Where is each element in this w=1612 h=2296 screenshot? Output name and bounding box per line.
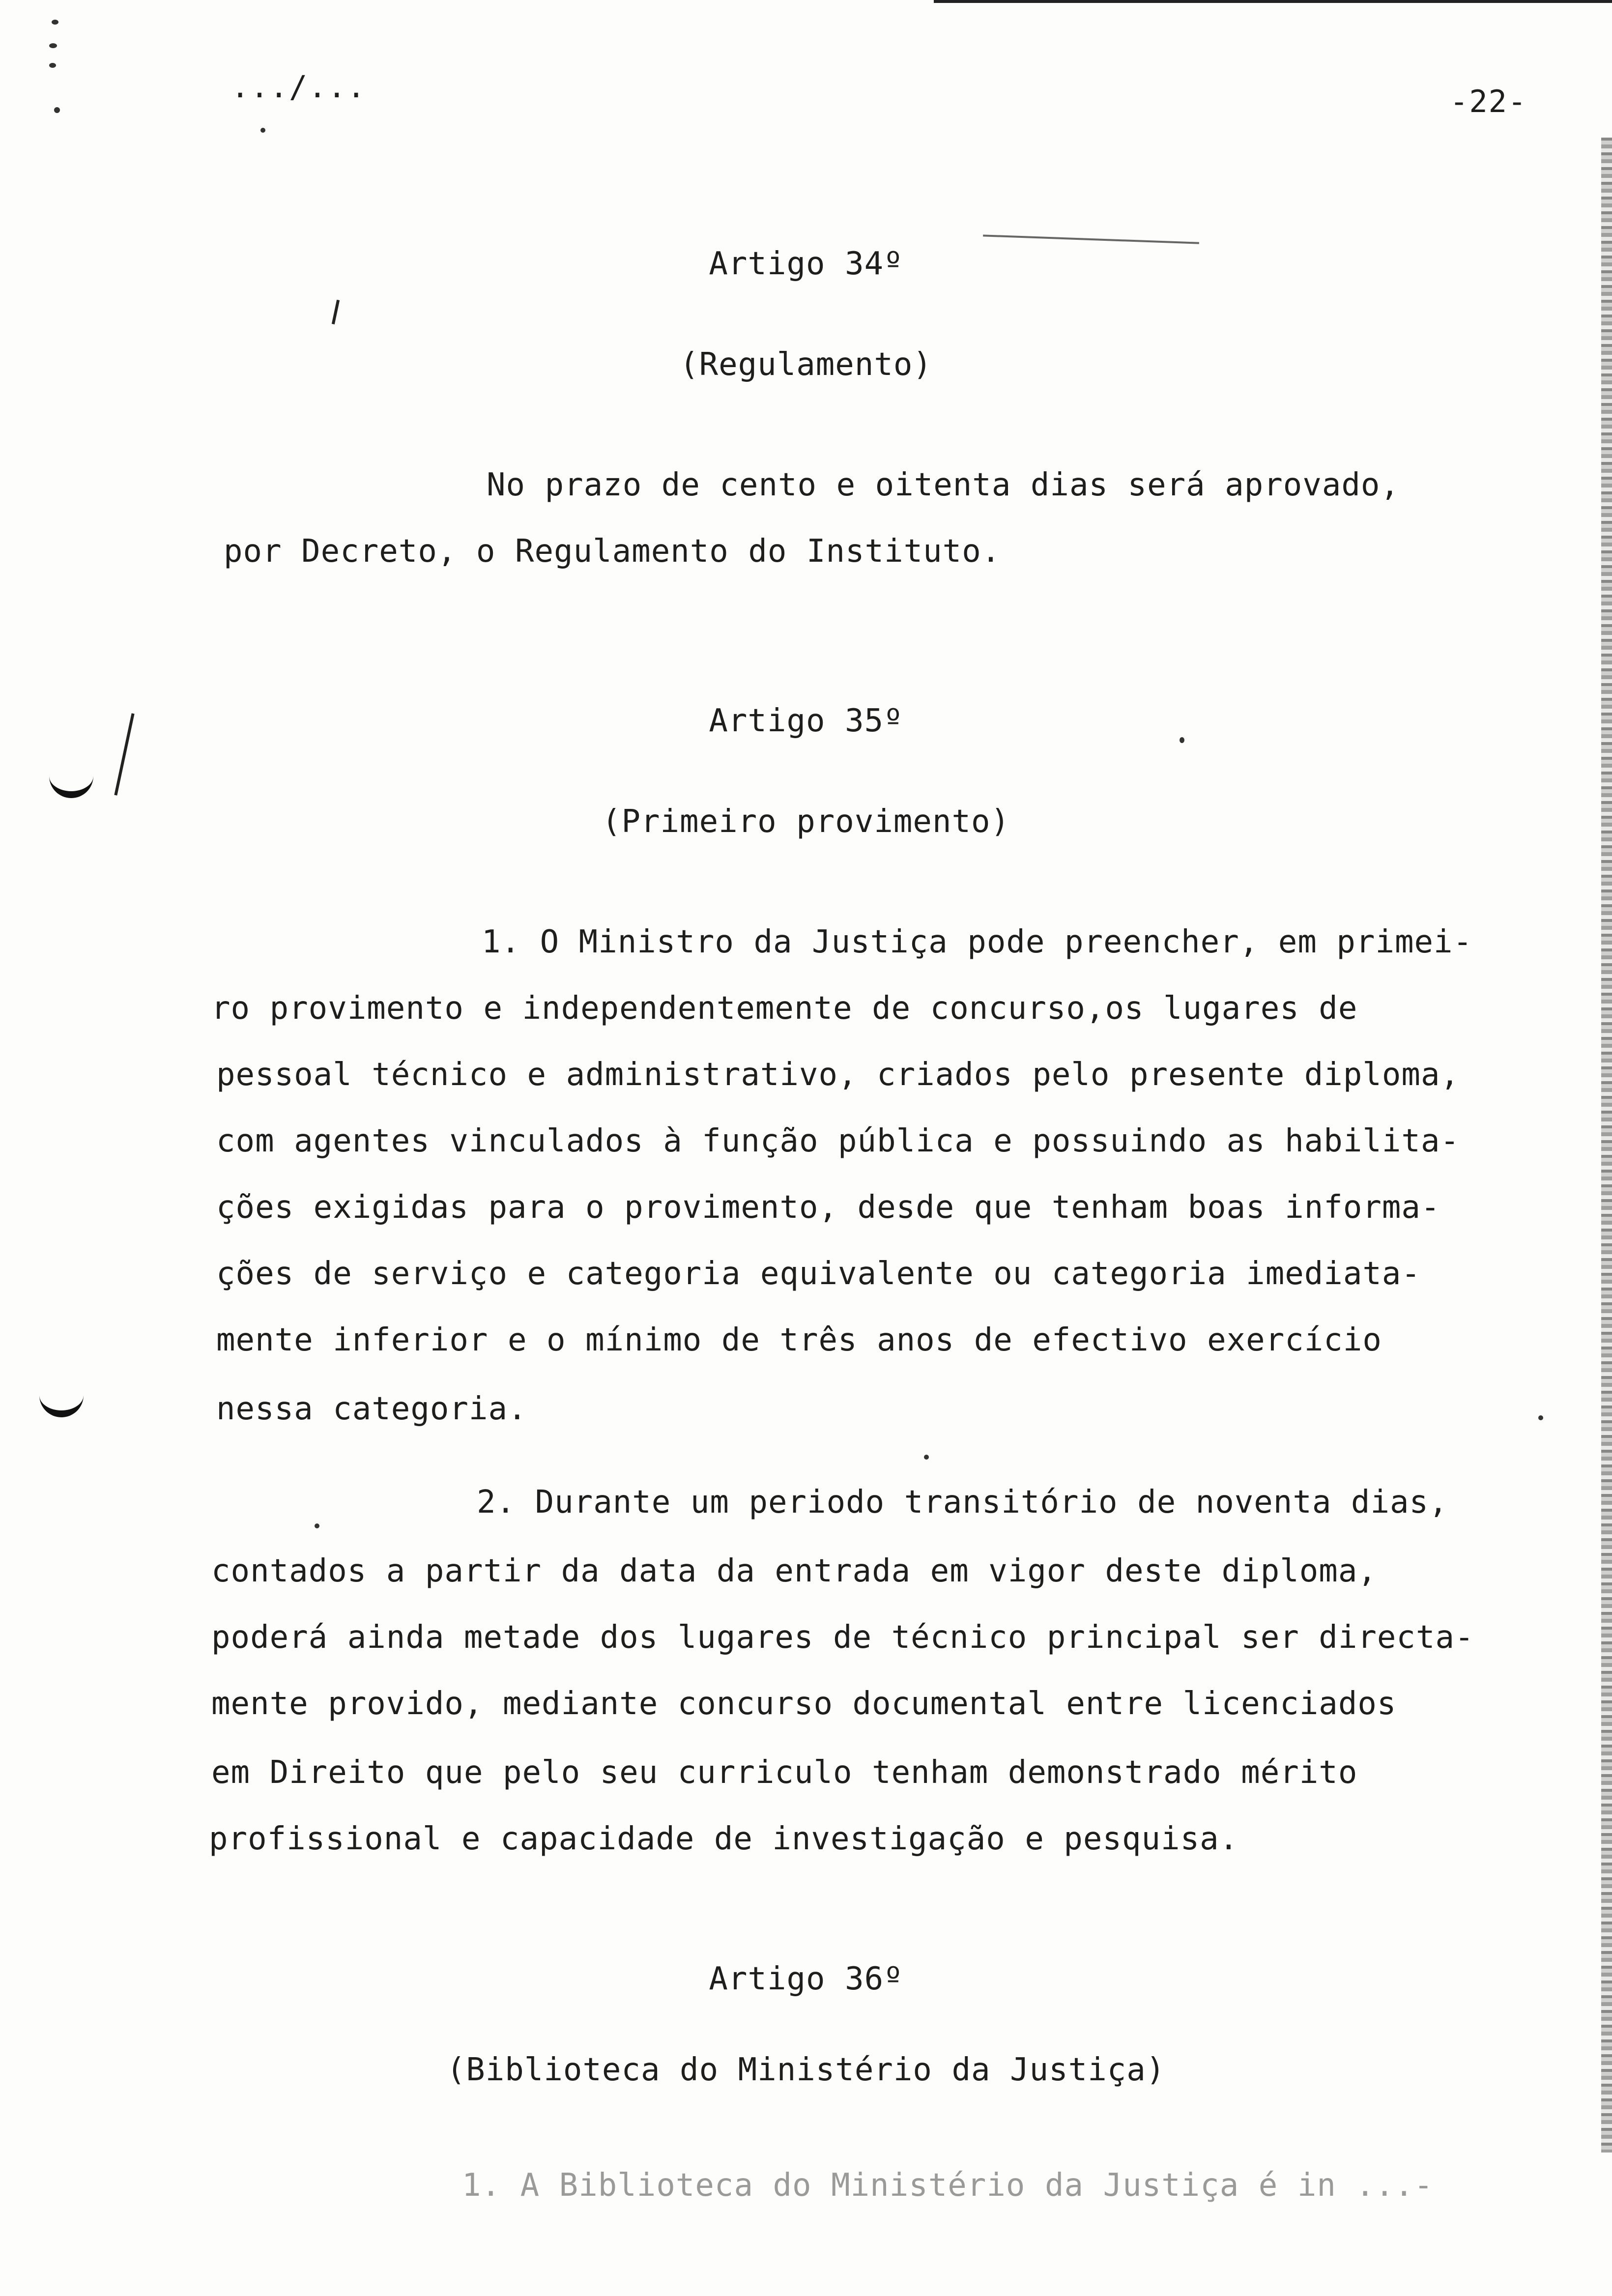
body-line: ções exigidas para o provimento, desde que tenham boas informa- (216, 1189, 1440, 1226)
scan-speck (49, 43, 57, 48)
body-line: contados a partir da data da entrada em vigor deste diploma, (211, 1553, 1377, 1589)
scan-speck (49, 63, 56, 68)
body-line-faded: 1. A Biblioteca do Ministério da Justiça é in ...- (462, 2167, 1434, 2204)
body-line: nessa categoria. (216, 1391, 527, 1427)
margin-tick-mark (49, 772, 93, 798)
body-line: 1. O Ministro da Justiça pode preencher, em primei- (482, 924, 1473, 960)
article-subtitle: (Regulamento) (680, 346, 932, 383)
body-line: ções de serviço e categoria equivalente ou categoria imediata- (216, 1256, 1421, 1292)
body-line: 2. Durante um periodo transitório de noventa dias, (477, 1484, 1448, 1521)
continuation-marker: .../... (231, 69, 367, 105)
scan-speck (1538, 1415, 1543, 1420)
scan-speck (315, 1523, 319, 1528)
body-line: com agentes vinculados à função pública e possuindo as habilita- (216, 1123, 1460, 1159)
body-line: profissional e capacidade de investigação e pesquisa. (209, 1821, 1239, 1857)
article-subtitle: (Primeiro provimento) (602, 804, 1010, 840)
article-subtitle: (Biblioteca do Ministério da Justiça) (446, 2052, 1166, 2088)
scan-speck (924, 1455, 929, 1460)
page-number: -22- (1450, 84, 1527, 119)
scan-speck (54, 107, 60, 113)
body-line: mente provido, mediante concurso documental entre licenciados (211, 1686, 1397, 1722)
body-line: por Decreto, o Regulamento do Instituto. (224, 533, 1001, 570)
scan-speck (260, 128, 265, 133)
article-title: Artigo 35º (709, 703, 903, 739)
body-line: poderá ainda metade dos lugares de técnico principal ser directa- (211, 1619, 1474, 1656)
scan-speck (52, 20, 58, 25)
body-line: em Direito que pelo seu curriculo tenham demonstrado mérito (211, 1754, 1358, 1791)
scan-smudge-line (983, 234, 1199, 244)
body-line: No prazo de cento e oitenta dias será aprovado, (487, 467, 1400, 503)
body-line: ro provimento e independentemente de concurso,os lugares de (211, 990, 1358, 1027)
body-line: pessoal técnico e administrativo, criados pelo presente diploma, (216, 1057, 1460, 1093)
scan-border-line (934, 0, 1612, 3)
margin-tick-mark (39, 1391, 84, 1417)
margin-pen-stroke (332, 300, 340, 324)
article-title: Artigo 34º (709, 246, 903, 282)
article-title: Artigo 36º (709, 1961, 903, 1997)
body-line: mente inferior e o mínimo de três anos de efectivo exercício (216, 1322, 1382, 1358)
scan-edge-shadow (1601, 138, 1612, 2152)
